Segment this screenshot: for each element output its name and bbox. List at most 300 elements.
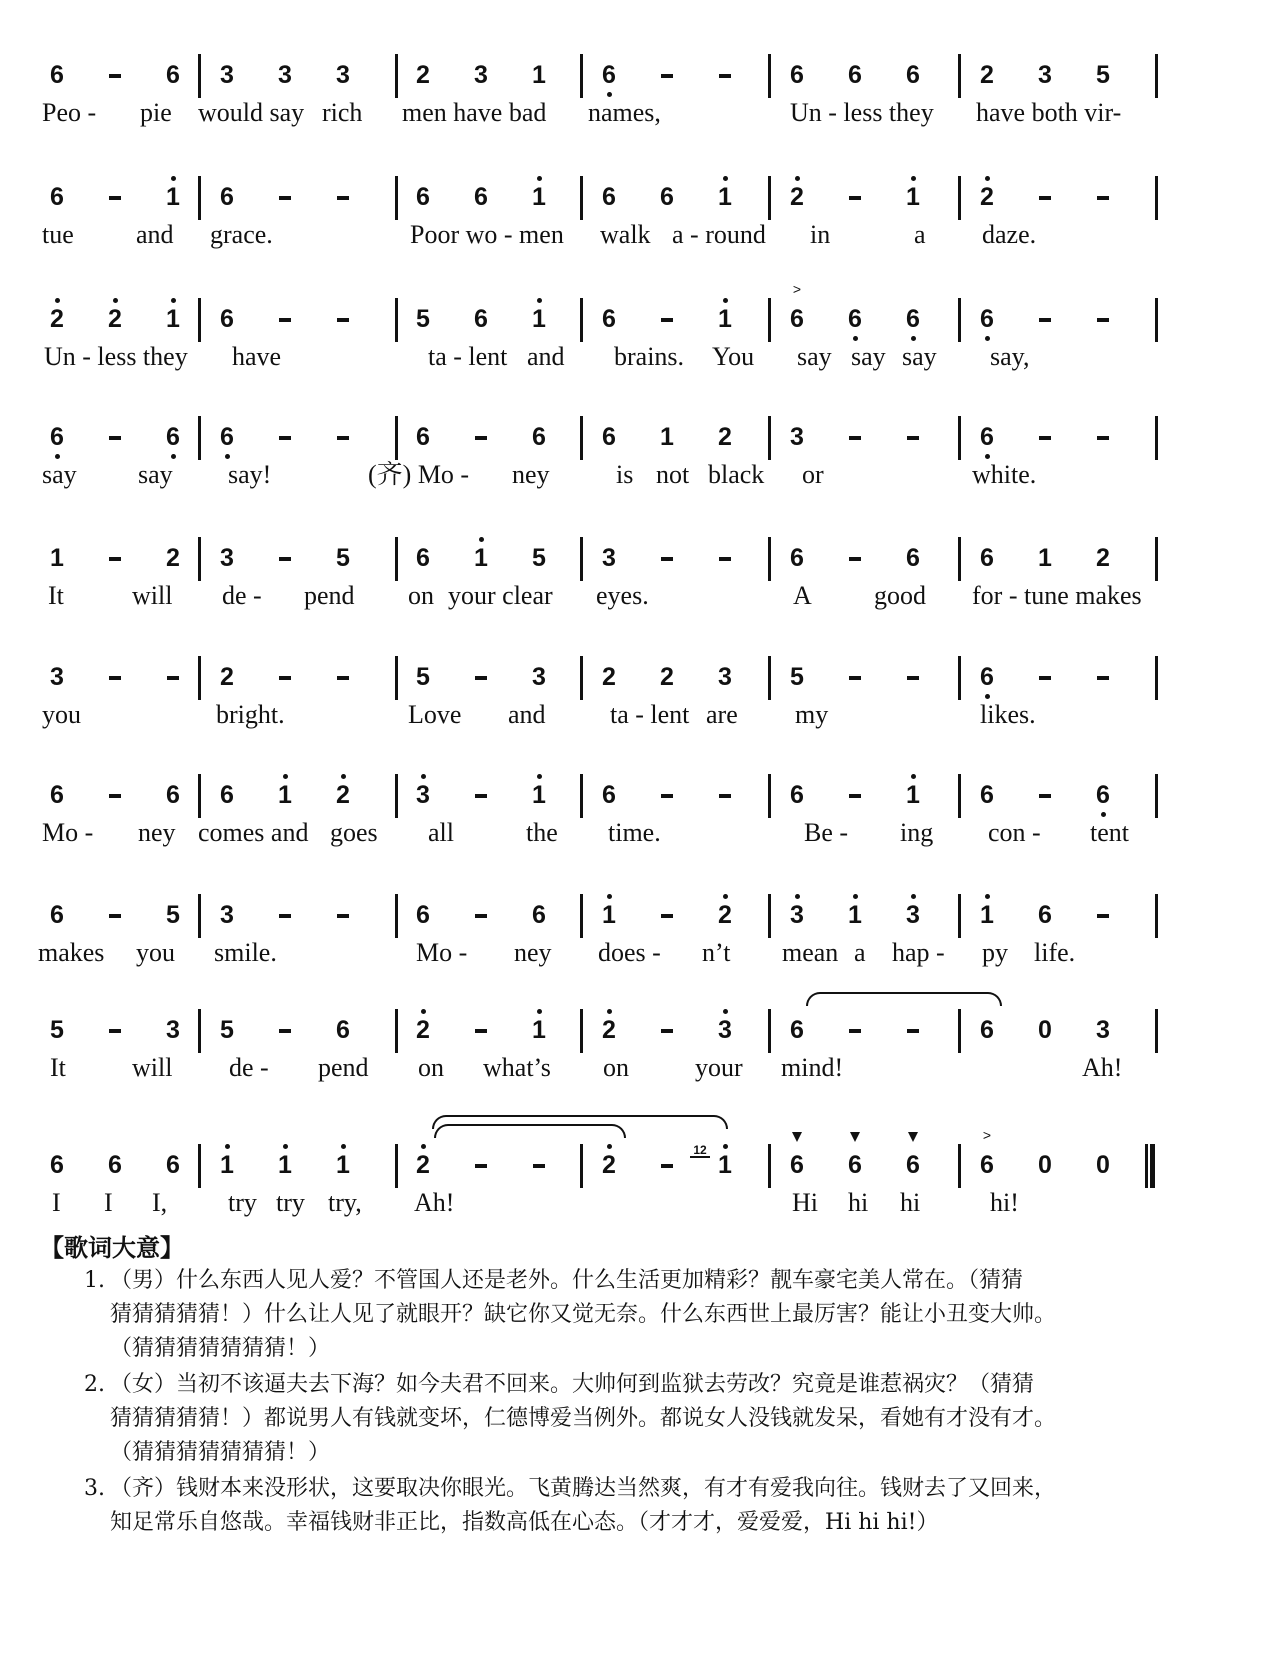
barline [1155, 774, 1158, 818]
lyric-word: hi [848, 1188, 869, 1217]
dash-extend [270, 662, 300, 692]
tie-slur [806, 992, 1002, 1006]
lyric-word: ta - lent [428, 342, 508, 371]
note [42, 662, 72, 692]
note [42, 900, 72, 930]
note-digit: 2 [980, 61, 994, 89]
lyric-word: n’t [702, 938, 731, 967]
lyric-word: tue [42, 220, 74, 249]
note [782, 780, 812, 810]
note [1088, 1015, 1118, 1045]
lyric-word: Hi [792, 1188, 818, 1217]
note-digit: 2 [108, 305, 122, 333]
note [710, 422, 740, 452]
lyric-word: brains. [614, 342, 685, 371]
note [840, 1150, 870, 1180]
lyric-word: are [706, 700, 738, 729]
barline [580, 416, 583, 460]
barline [580, 298, 583, 342]
final-barline [1145, 1144, 1155, 1188]
high-octave-dot-icon [911, 774, 916, 779]
dash-extend [270, 422, 300, 452]
verse-line: （男）什么东西人见人爱？不管国人还是老外。什么生活更加精彩？靓车豪宅美人常在。（猜猜 [110, 1268, 1024, 1293]
lyric-word: have [232, 342, 282, 371]
lyric-word: hi [900, 1188, 921, 1217]
dash-extend [270, 304, 300, 334]
lyric-word: Peo - [42, 98, 97, 127]
note-digit: 2 [336, 781, 350, 809]
lyric-word: comes and [198, 818, 309, 847]
notes-row [0, 1127, 1272, 1190]
barline [958, 298, 961, 342]
barline [958, 774, 961, 818]
note [972, 662, 1002, 692]
lyric-word: A [793, 581, 812, 610]
note-digit: 1 [1038, 544, 1052, 572]
lyric-word: have both vir- [976, 98, 1122, 127]
note-digit: 2 [980, 183, 994, 211]
note-digit: 3 [602, 544, 616, 572]
note-digit: 1 [474, 544, 488, 572]
note-digit: 6 [790, 1016, 804, 1044]
high-octave-dot-icon [225, 1144, 230, 1149]
note-digit: 6 [220, 183, 234, 211]
score-system [0, 50, 1272, 170]
note [42, 780, 72, 810]
lyric-word: Ah! [1082, 1053, 1123, 1082]
high-octave-dot-icon [795, 176, 800, 181]
dash-extend [270, 1015, 300, 1045]
lyric-word: pend [304, 581, 355, 610]
note-digit: 6 [906, 61, 920, 89]
note-digit: 6 [220, 781, 234, 809]
lyric-word: mind! [781, 1053, 844, 1082]
note-digit: 5 [220, 1016, 234, 1044]
barline [198, 894, 201, 938]
lyric-word: say [138, 460, 173, 489]
lyric-word: the [526, 818, 558, 847]
high-octave-dot-icon [607, 894, 612, 899]
note [408, 60, 438, 90]
note [212, 60, 242, 90]
note-digit: 6 [532, 901, 546, 929]
note [466, 182, 496, 212]
lyric-word: is [616, 460, 634, 489]
note-digit: 1 [532, 781, 546, 809]
staccatissimo-icon [908, 1132, 918, 1142]
notes-row [0, 652, 1272, 702]
verse-1 [84, 1264, 1194, 1366]
note-digit: 6 [790, 1151, 804, 1179]
high-octave-dot-icon [853, 894, 858, 899]
note [594, 543, 624, 573]
dash-extend [100, 60, 130, 90]
lyric-word: Mo - [42, 818, 94, 847]
barline [768, 298, 771, 342]
barline [1155, 656, 1158, 700]
lyric-word: Un - less they [790, 98, 934, 127]
score-system [0, 172, 1272, 292]
high-octave-dot-icon [723, 1144, 728, 1149]
note-digit: 3 [790, 423, 804, 451]
note [1088, 780, 1118, 810]
lyric-word: on [603, 1053, 629, 1082]
high-octave-dot-icon [171, 176, 176, 181]
barline [395, 298, 398, 342]
note-digit: 2 [220, 663, 234, 691]
note [524, 422, 554, 452]
note [1030, 1150, 1060, 1180]
note-digit: 3 [1096, 1016, 1110, 1044]
lyrics-row [0, 936, 1272, 976]
dash-extend [100, 182, 130, 212]
barline [198, 537, 201, 581]
note [270, 1150, 300, 1180]
lyric-word: I [104, 1188, 113, 1217]
note [652, 422, 682, 452]
dash-extend [1088, 900, 1118, 930]
verse-number: 1. [84, 1268, 105, 1293]
lyric-word: ney [514, 938, 552, 967]
barline [958, 1009, 961, 1053]
note [158, 1150, 188, 1180]
dash-extend [1088, 662, 1118, 692]
barline [198, 774, 201, 818]
note-digit: 6 [50, 1151, 64, 1179]
note-digit: 6 [906, 544, 920, 572]
lyric-word: or [802, 460, 824, 489]
high-octave-dot-icon [723, 1009, 728, 1014]
note [212, 543, 242, 573]
score-system [0, 281, 1272, 414]
note [710, 1015, 740, 1045]
barline [958, 176, 961, 220]
note [898, 60, 928, 90]
note-digit: 3 [718, 1016, 732, 1044]
high-octave-dot-icon [723, 894, 728, 899]
notes-row [0, 412, 1272, 462]
dash-extend [270, 182, 300, 212]
lyric-word: not [656, 460, 690, 489]
note [100, 304, 130, 334]
note [710, 900, 740, 930]
note-digit: 6 [980, 305, 994, 333]
barline [768, 1009, 771, 1053]
note [782, 1015, 812, 1045]
note [42, 60, 72, 90]
note [898, 1150, 928, 1180]
note-digit: 3 [278, 61, 292, 89]
barline [580, 774, 583, 818]
note [652, 662, 682, 692]
note [524, 662, 554, 692]
note [782, 422, 812, 452]
note-digit: 3 [474, 61, 488, 89]
note [782, 543, 812, 573]
dash-extend [100, 543, 130, 573]
note [42, 304, 72, 334]
note [42, 422, 72, 452]
note-digit: 5 [790, 663, 804, 691]
tie-slur [434, 1124, 626, 1138]
lyric-word: all [428, 818, 454, 847]
lyric-word: hap - [892, 938, 945, 967]
note-digit: 2 [602, 1016, 616, 1044]
note [1030, 60, 1060, 90]
lyrics-row [0, 458, 1272, 498]
lyric-word: you [136, 938, 175, 967]
lyric-word: and [136, 220, 174, 249]
note-digit: 1 [848, 901, 862, 929]
note [594, 662, 624, 692]
note [408, 1015, 438, 1045]
barline [198, 1144, 201, 1188]
lyric-word: on [418, 1053, 444, 1082]
score-system [0, 412, 1272, 532]
note [158, 60, 188, 90]
barline [768, 54, 771, 98]
note-digit: 0 [1038, 1016, 1052, 1044]
note-digit: 1 [166, 183, 180, 211]
note-digit: 6 [166, 1151, 180, 1179]
note-digit: 6 [602, 183, 616, 211]
barline [958, 416, 961, 460]
score-system [0, 1005, 1272, 1125]
note [594, 304, 624, 334]
dash-extend [328, 422, 358, 452]
note [972, 900, 1002, 930]
note-digit: 6 [532, 423, 546, 451]
dash-extend [466, 422, 496, 452]
note-digit: 6 [474, 183, 488, 211]
lyric-word: con - [988, 818, 1041, 847]
note-digit: 1 [718, 1151, 732, 1179]
dash-extend [270, 543, 300, 573]
note-digit: 3 [416, 781, 430, 809]
note [594, 900, 624, 930]
barline [580, 656, 583, 700]
barline [768, 176, 771, 220]
note [524, 543, 554, 573]
lyric-word: time. [608, 818, 661, 847]
barline [395, 1144, 398, 1188]
note-digit: 6 [416, 183, 430, 211]
barline [768, 894, 771, 938]
barline [958, 54, 961, 98]
note-digit: 1 [980, 901, 994, 929]
lyric-word: names, [588, 98, 661, 127]
barline [580, 176, 583, 220]
note [594, 60, 624, 90]
note-digit: 3 [220, 544, 234, 572]
dash-extend [270, 900, 300, 930]
note-digit: 1 [336, 1151, 350, 1179]
note [693, 1143, 740, 1180]
note [158, 543, 188, 573]
verse-line: 猜猜猜猜猜！）什么让人见了就眼开？缺它你又觉无奈。什么东西世上最厉害？能让小丑变大帅。 [110, 1302, 1057, 1327]
high-octave-dot-icon [723, 176, 728, 181]
note [972, 780, 1002, 810]
lyric-word: mean [782, 938, 839, 967]
lyrics-row [0, 698, 1272, 738]
note [594, 1015, 624, 1045]
verse-line: （齐）钱财本来没形状，这要取决你眼光。飞黄腾达当然爽，有才有爱我向往。钱财去了又回来， [110, 1476, 1057, 1501]
staccatissimo-icon [850, 1132, 860, 1142]
note-digit: 2 [660, 663, 674, 691]
verse-line: （猜猜猜猜猜猜猜！） [110, 1440, 331, 1465]
high-octave-dot-icon [911, 176, 916, 181]
note [408, 780, 438, 810]
lyric-word: smile. [214, 938, 277, 967]
barline [768, 416, 771, 460]
lyric-word: I, [152, 1188, 168, 1217]
verse-line: （猜猜猜猜猜猜猜！） [110, 1336, 331, 1361]
note-digit: 1 [278, 1151, 292, 1179]
barline [580, 894, 583, 938]
note [1030, 543, 1060, 573]
note-digit: 1 [602, 901, 616, 929]
note [782, 900, 812, 930]
lyric-word: try [276, 1188, 305, 1217]
barline [198, 416, 201, 460]
note [212, 662, 242, 692]
note [840, 60, 870, 90]
high-octave-dot-icon [421, 1009, 426, 1014]
score-system [0, 652, 1272, 772]
accent-icon: > [982, 1127, 992, 1143]
dash-extend [1030, 182, 1060, 212]
high-octave-dot-icon [607, 1144, 612, 1149]
note-digit: 6 [602, 781, 616, 809]
dash-extend [840, 780, 870, 810]
dash-extend [840, 182, 870, 212]
barline [768, 774, 771, 818]
high-octave-dot-icon [537, 298, 542, 303]
high-octave-dot-icon [283, 1144, 288, 1149]
note [328, 780, 358, 810]
note-digit: 6 [906, 1151, 920, 1179]
barline [1155, 298, 1158, 342]
note-digit: 2 [416, 1151, 430, 1179]
note-digit: 6 [848, 305, 862, 333]
note-digit: 1 [718, 305, 732, 333]
dash-extend [652, 1150, 682, 1180]
lyric-word: pend [318, 1053, 369, 1082]
note [898, 900, 928, 930]
lyric-word: Un - less they [44, 342, 188, 371]
note [972, 422, 1002, 452]
note-digit: 2 [416, 1016, 430, 1044]
high-octave-dot-icon [171, 298, 176, 303]
lyrics-row [0, 1051, 1272, 1091]
note-digit: 1 [532, 1016, 546, 1044]
barline [395, 54, 398, 98]
dash-extend [158, 662, 188, 692]
note [466, 60, 496, 90]
note [328, 1150, 358, 1180]
dash-extend [524, 1150, 554, 1180]
high-octave-dot-icon [55, 298, 60, 303]
note [158, 304, 188, 334]
high-octave-dot-icon [537, 1009, 542, 1014]
note-digit: 6 [220, 423, 234, 451]
lyric-word: Poor wo - men [410, 220, 564, 249]
barline [198, 1009, 201, 1053]
note-digit: 0 [1038, 1151, 1052, 1179]
note-digit: 6 [980, 781, 994, 809]
high-octave-dot-icon [113, 298, 118, 303]
notes-row [0, 50, 1272, 100]
note [972, 304, 1002, 334]
note-digit: 6 [906, 305, 920, 333]
verse-line: （女）当初不该逼夫去下海？如今夫君不回来。大帅何到监狱去劳改？究竟是谁惹祸灾？（猜猜 [110, 1372, 1035, 1397]
lyric-word: de - [222, 581, 262, 610]
note-digit: 1 [220, 1151, 234, 1179]
note-digit: 1 [660, 423, 674, 451]
barline [958, 1144, 961, 1188]
staccatissimo-icon [792, 1132, 802, 1142]
barline [1155, 537, 1158, 581]
note [1030, 900, 1060, 930]
note-digit: 6 [474, 305, 488, 333]
dash-extend [100, 1015, 130, 1045]
note [972, 182, 1002, 212]
dash-extend [100, 662, 130, 692]
note [466, 543, 496, 573]
lyric-word: You [712, 342, 755, 371]
note-digit: 6 [602, 61, 616, 89]
note-digit: 6 [602, 305, 616, 333]
note [594, 422, 624, 452]
note [972, 543, 1002, 573]
note-digit: 1 [50, 544, 64, 572]
note [710, 662, 740, 692]
note-digit: 1 [532, 183, 546, 211]
note [898, 780, 928, 810]
lyric-word: Love [408, 700, 462, 729]
lyric-word: and [527, 342, 565, 371]
note-digit: 6 [790, 544, 804, 572]
note-digit: 6 [980, 663, 994, 691]
lyric-word: pie [140, 98, 172, 127]
dash-extend [1088, 182, 1118, 212]
note-digit: 1 [278, 781, 292, 809]
lyric-word: grace. [210, 220, 273, 249]
note [594, 182, 624, 212]
lyric-word: (齐) Mo - [368, 460, 470, 489]
note-digit: 5 [336, 544, 350, 572]
note-digit: 1 [532, 61, 546, 89]
lyric-word: say [851, 342, 886, 371]
lyric-word: ney [512, 460, 550, 489]
barline [198, 176, 201, 220]
note [408, 182, 438, 212]
high-octave-dot-icon [421, 1144, 426, 1149]
lyric-word: tent [1090, 818, 1129, 847]
high-octave-dot-icon [985, 894, 990, 899]
note-digit: 6 [416, 544, 430, 572]
dash-extend [100, 900, 130, 930]
note-digit: 6 [416, 901, 430, 929]
lyric-word: my [795, 700, 829, 729]
score-system [0, 890, 1272, 1010]
verse-number: 2. [84, 1372, 105, 1397]
note [840, 900, 870, 930]
note-digit: 6 [790, 61, 804, 89]
lyrics-row [0, 218, 1272, 258]
note [158, 182, 188, 212]
note [328, 60, 358, 90]
